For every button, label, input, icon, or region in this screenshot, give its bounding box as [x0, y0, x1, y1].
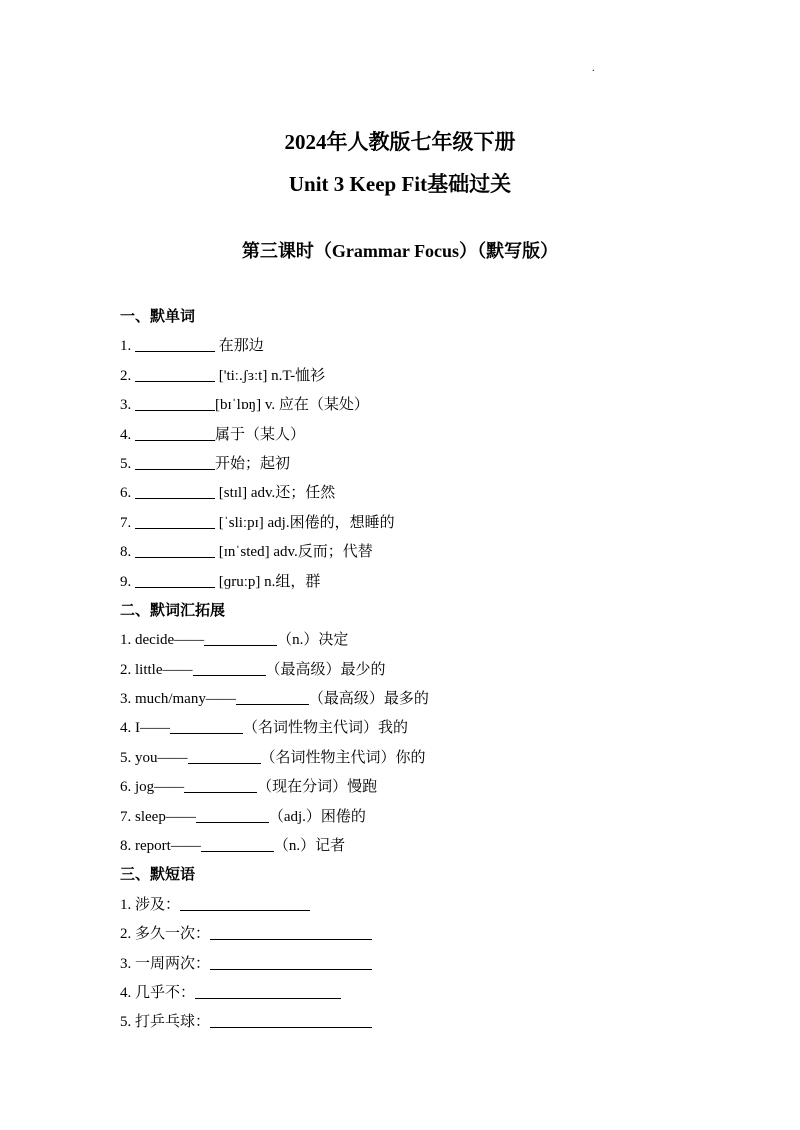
- list-item: [120, 803, 740, 832]
- list-item: [120, 1008, 740, 1037]
- title-line-2: Unit 3 Keep Fit基础过关: [288, 172, 512, 196]
- item-number: 5.: [120, 1014, 132, 1031]
- item-number: 5.: [120, 455, 132, 472]
- answer-blank[interactable]: [193, 657, 266, 676]
- section-heading-phrases: 三、默短语: [120, 867, 196, 884]
- worksheet-content: [120, 303, 740, 1038]
- list-item: [120, 391, 740, 420]
- list-item: [120, 421, 740, 450]
- answer-blank[interactable]: [170, 715, 243, 734]
- answer-blank[interactable]: [135, 510, 215, 529]
- list-item: [120, 450, 740, 479]
- list-item: [120, 479, 740, 508]
- item-number: 3.: [120, 691, 132, 708]
- list-item: [120, 891, 740, 920]
- item-text: [ɪnˈsted] adv.反而；代替: [215, 544, 373, 561]
- answer-blank[interactable]: [135, 392, 215, 411]
- lesson-subtitle: 第三课时（Grammar Focus）（默写版）: [241, 241, 559, 261]
- list-item: [120, 362, 740, 391]
- list-item: [120, 568, 740, 597]
- answer-blank[interactable]: [135, 363, 215, 382]
- title-line-1: 2024年人教版七年级下册: [284, 130, 516, 154]
- answer-blank[interactable]: [180, 892, 310, 911]
- item-number: 4.: [120, 426, 132, 443]
- item-text: 开始；起初: [215, 455, 291, 472]
- item-number: 2.: [120, 926, 132, 943]
- item-text: （最高级）最多的: [308, 691, 429, 708]
- list-item: [120, 773, 740, 802]
- answer-blank[interactable]: [135, 451, 215, 470]
- item-text: （现在分词）慢跑: [257, 779, 378, 796]
- item-prefix: 打乒乓球：: [135, 1014, 211, 1031]
- item-number: 8.: [120, 544, 132, 561]
- list-item: [120, 538, 740, 567]
- answer-blank[interactable]: [135, 480, 215, 499]
- list-item: [120, 950, 740, 979]
- item-prefix: 几乎不：: [135, 984, 196, 1001]
- item-number: 6.: [120, 485, 132, 502]
- list-item: [120, 332, 740, 361]
- item-prefix: sleep——: [135, 808, 196, 825]
- item-number: 8.: [120, 838, 132, 855]
- answer-blank[interactable]: [236, 686, 309, 705]
- item-number: 3.: [120, 397, 132, 414]
- item-text: 属于（某人）: [215, 426, 306, 443]
- answer-blank[interactable]: [188, 745, 261, 764]
- item-number: 1.: [120, 632, 132, 649]
- answer-blank[interactable]: [196, 804, 269, 823]
- item-number: 1.: [120, 896, 132, 913]
- item-text: （adj.）困倦的: [268, 808, 366, 825]
- item-number: 9.: [120, 573, 132, 590]
- list-item: [120, 979, 740, 1008]
- corner-mark: .: [592, 63, 595, 74]
- item-number: 2.: [120, 367, 132, 384]
- item-prefix: you——: [135, 749, 188, 766]
- item-prefix: little——: [135, 661, 193, 678]
- item-text: （名词性物主代词）你的: [260, 749, 426, 766]
- list-item: [120, 744, 740, 773]
- answer-blank[interactable]: [135, 539, 215, 558]
- item-prefix: 一周两次：: [135, 955, 211, 972]
- item-prefix: 涉及：: [135, 896, 181, 913]
- item-number: 6.: [120, 779, 132, 796]
- item-text: 在那边: [215, 338, 264, 355]
- section-heading-word-expansion: 二、默词汇拓展: [120, 602, 226, 619]
- list-item: [120, 626, 740, 655]
- item-prefix: much/many——: [135, 691, 236, 708]
- item-text: [ˈsliːpɪ] adj.困倦的，想睡的: [215, 514, 395, 531]
- item-prefix: jog——: [135, 779, 185, 796]
- answer-blank[interactable]: [210, 1009, 372, 1028]
- item-number: 4.: [120, 984, 132, 1001]
- answer-blank[interactable]: [135, 569, 215, 588]
- item-prefix: decide——: [135, 632, 205, 649]
- answer-blank[interactable]: [201, 833, 274, 852]
- item-text: （n.）记者: [273, 838, 346, 855]
- list-item: [120, 920, 740, 949]
- answer-blank[interactable]: [204, 627, 277, 646]
- item-text: （最高级）最少的: [265, 661, 386, 678]
- answer-blank[interactable]: [135, 333, 215, 352]
- item-text: （n.）决定: [277, 632, 349, 649]
- item-number: 7.: [120, 808, 132, 825]
- list-item: [120, 685, 740, 714]
- item-prefix: report——: [135, 838, 201, 855]
- list-item: [120, 509, 740, 538]
- item-text: [bɪˈlɒŋ] v. 应在（某处）: [215, 397, 369, 414]
- item-number: 7.: [120, 514, 132, 531]
- item-number: 2.: [120, 661, 132, 678]
- item-text: [ɡruːp] n.组，群: [215, 573, 321, 590]
- answer-blank[interactable]: [184, 774, 257, 793]
- section-heading-words: 一、默单词: [120, 309, 196, 325]
- list-item: [120, 656, 740, 685]
- list-item: [120, 714, 740, 743]
- item-number: 5.: [120, 749, 132, 766]
- answer-blank[interactable]: [210, 951, 372, 970]
- answer-blank[interactable]: [210, 921, 372, 940]
- item-text: [stɪl] adv.还；任然: [215, 485, 336, 502]
- answer-blank[interactable]: [135, 422, 215, 441]
- item-number: 4.: [120, 720, 132, 737]
- item-text: （名词性物主代词）我的: [243, 720, 409, 737]
- item-prefix: 多久一次：: [135, 926, 211, 943]
- item-text: ['tiː.ʃɜːt] n.T-恤衫: [215, 367, 326, 384]
- item-number: 3.: [120, 955, 132, 972]
- item-number: 1.: [120, 338, 132, 355]
- item-prefix: I——: [135, 720, 170, 737]
- list-item: [120, 832, 740, 861]
- answer-blank[interactable]: [195, 980, 341, 999]
